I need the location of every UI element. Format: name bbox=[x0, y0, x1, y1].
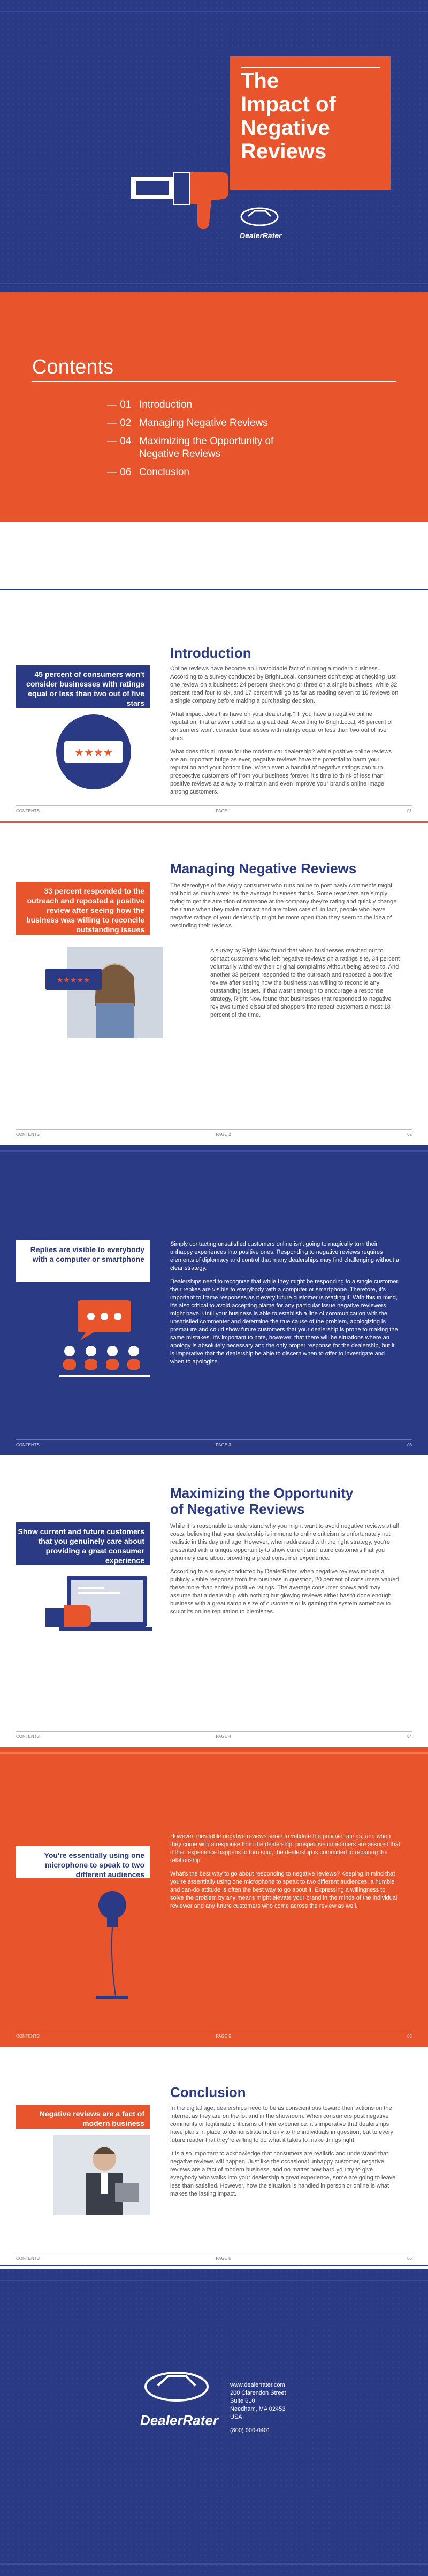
address-line: USA bbox=[230, 2414, 242, 2420]
footer-contents-link[interactable]: CONTENTS bbox=[16, 809, 40, 813]
footer-page: PAGE 5 bbox=[216, 2034, 231, 2039]
cover-stripe bbox=[0, 11, 428, 12]
intro-heading: Introduction bbox=[170, 645, 251, 661]
conclusion-body bbox=[170, 2105, 400, 2204]
managing-paragraph: A survey by Right Now found that when businesses reached out to contact customers who left negative reviews on a ratings site, 34 percent voluntarily withdrew their original complaints without being asked to. And another 33 percent responded to the outreach and reposted a positive review after seeing how the business was willing to reconcile any outstanding issues. If that wasn't enough to encourage a response strategy, Right Now found that businesses that responded to negative reviews turned dissatisfied shoppers into repeat customers almost 18 percent of the time. bbox=[210, 948, 400, 1018]
title-rule bbox=[241, 67, 380, 68]
contents-rule bbox=[32, 381, 396, 382]
managing-body-1 bbox=[170, 882, 400, 935]
toc-label: Conclusion bbox=[139, 467, 189, 478]
replies-body bbox=[170, 1240, 400, 1371]
intro-callout: 45 percent of consumers won't consider businesses with ratings equal or less than two out of five stars bbox=[16, 665, 150, 708]
toc-item-managing[interactable] bbox=[107, 417, 385, 430]
footer-page: PAGE 1 bbox=[216, 809, 231, 813]
cover-page bbox=[0, 0, 428, 292]
intro-paragraph: What impact does this have on your dealership? If you have a negative online reputation, that answer could be: a great deal. According to BrightLocal, 45 percent of consumers won't consider businesses with ratings equal or less than two out of five stars. bbox=[170, 711, 393, 742]
microphone-callout: You're essentially using one microphone to speak to two different audiences bbox=[16, 1846, 150, 1878]
conclusion-bottom-rule bbox=[0, 2265, 428, 2266]
star-rating-icon bbox=[51, 712, 136, 792]
svg-text:★★★★: ★★★★ bbox=[74, 746, 113, 759]
managing-heading: Managing Negative Reviews bbox=[170, 860, 357, 877]
microphone-paragraph: What's the best way to go about responding to negative reviews? Keeping in mind that you're essentially using one microphone to speak to two different audiences, a humble and can-do attitude is often the best way to go about it. Expressing a willingness to solve the problem by any means might elevate your brand in the minds of the individual reviewer and any future customers who come across the review as well. bbox=[170, 1871, 398, 1909]
title-line-1: The bbox=[241, 69, 279, 93]
footer-number: 04 bbox=[407, 1734, 412, 1739]
footer-contents-link[interactable]: CONTENTS bbox=[16, 2256, 40, 2261]
website-link[interactable]: www.dealerrater.com bbox=[230, 2382, 285, 2388]
page-footer bbox=[16, 2031, 412, 2039]
intro-top-rule bbox=[0, 589, 428, 590]
maximizing-heading bbox=[170, 1485, 353, 1517]
footer-number: 03 bbox=[407, 1443, 412, 1447]
page-footer bbox=[16, 2253, 412, 2261]
laptop-thumbs-up-icon bbox=[45, 1571, 152, 1645]
page-footer bbox=[16, 1731, 412, 1739]
back-stripe bbox=[0, 2280, 428, 2281]
back-stripe-bottom bbox=[0, 2563, 428, 2565]
footer-contents-link[interactable]: CONTENTS bbox=[16, 1734, 40, 1739]
toc-item-maximizing[interactable] bbox=[107, 435, 385, 461]
toc-item-introduction[interactable] bbox=[107, 399, 385, 411]
businessman-photo bbox=[54, 2135, 150, 2215]
maximizing-paragraph: While it is reasonable to understand why you might want to avoid negative reviews at all costs, believing that your dealership is immune to online criticism is unfortunately not realistic in this day and age. However, when addressed with the right strategy, you're presented with a unique opportunity to show current and future customers that you genuinely care about providing a great consumer experience. bbox=[170, 1523, 399, 1561]
maximizing-paragraph: According to a survey conducted by DealerRater, when negative reviews include a publicly visible response from the business in question, 20 percent of consumers valued these more than entirely positive ratings. The average consumer knows and may assume that a dealership with nothing but glowing reviews either hasn't done enough business with a great sample size of customers or is gaming the system somehow to sculpt its online reputation to blemishes. bbox=[170, 1568, 399, 1615]
page-footer bbox=[16, 1439, 412, 1447]
replies-callout: Replies are visible to everybody with a computer or smartphone bbox=[16, 1240, 150, 1282]
toc-number: — 04 bbox=[107, 436, 132, 447]
back-logo-text: DealerRater bbox=[140, 2412, 218, 2428]
conclusion-heading: Conclusion bbox=[170, 2084, 246, 2100]
maximizing-body bbox=[170, 1522, 400, 1621]
footer-number: 01 bbox=[407, 809, 412, 813]
intro-body bbox=[170, 665, 400, 802]
conclusion-paragraph: It is also important to acknowledge that consumers are realistic and understand that negative reviews will happen. Just like the occasional unhappy customer, negative reviews are a fact of modern business, and no matter how hard you try to give everybody who walks into your dealership a great experience, some are going to leave less than satisfied. However, how the situation is handled in person or online is what makes the lasting impact. bbox=[170, 2151, 396, 2197]
replies-paragraph: Dealerships need to recognize that while they might be responding to a single customer, their replies are visible to everybody with a computer or smartphone. Therefore, it's important to frame responses as if every future customer is reading it. With this in mind, it's also critical to avoid accepting blame for any particular issue negative reviewers might have. Until your business is able to establish a line of communication with the unsatisfied commenter and determine the true cause of the problem, apologizing is premature and could show future customers that your dealership is prone to making the same mistakes. It's important to note, however, that there will be situations where an apology is absolutely necessary and the only proper response for the dealership, but it is imperative that the dealership be able to discern when to offer to investigate and when to apologize. bbox=[170, 1278, 400, 1365]
conclusion-callout: Negative reviews are a fact of modern business bbox=[16, 2105, 150, 2129]
conclusion-paragraph: In the digital age, dealerships need to be as conscientious toward their actions on the Internet as they are on the lot and in the showroom. When consumers post negative comments or legitimate criticisms of their experience, it's imperative that dealerships have plans in place to demonstrate not only to the individuals in question, but to every future reader that they're willing to do what it takes to make things right. bbox=[170, 2105, 394, 2144]
footer-page: PAGE 6 bbox=[216, 2256, 231, 2261]
table-of-contents bbox=[107, 399, 385, 484]
toc-label: Maximizing the Opportunity of Negative Reviews bbox=[139, 436, 274, 460]
dealerrater-logo-icon bbox=[136, 2365, 217, 2413]
thumbs-down-icon bbox=[131, 161, 238, 257]
microphone-body bbox=[170, 1833, 400, 1916]
maximizing-callout: Show current and future customers that you genuinely care about providing a great consumer experience bbox=[16, 1522, 150, 1565]
footer-contents-link[interactable]: CONTENTS bbox=[16, 1132, 40, 1137]
micro-stripe bbox=[0, 1752, 428, 1754]
footer-number: 06 bbox=[407, 2256, 412, 2261]
cover-title-card bbox=[230, 56, 391, 190]
toc-item-conclusion[interactable] bbox=[107, 466, 385, 479]
cover-bottom-stripe bbox=[0, 283, 428, 284]
toc-label: Introduction bbox=[139, 399, 193, 410]
intro-paragraph: What does this all mean for the modern car dealership? While positive online reviews are an important bulge as ever, negative reviews have the potential to harm your reputation and your bottom line. When even a handful of negative ratings can turn prospective customers off from your business forever, it's time to think of less than positive reviews as a way to maintain and even improve your brand's online image among customers. bbox=[170, 749, 392, 795]
people-network-icon bbox=[59, 1290, 150, 1386]
address-line: Suite 610 bbox=[230, 2398, 255, 2404]
title-line-3: Negative bbox=[241, 116, 330, 140]
address-line: 200 Clarendon Street bbox=[230, 2390, 286, 2396]
footer-contents-link[interactable]: CONTENTS bbox=[16, 1443, 40, 1447]
address-line: Needham, MA 02453 bbox=[230, 2406, 286, 2412]
heading-line: Maximizing the Opportunity bbox=[170, 1485, 354, 1501]
toc-number: — 06 bbox=[107, 467, 132, 478]
managing-callout: 33 percent responded to the outreach and reposted a positive review after seeing how the business was willing to reconcile outstanding issues bbox=[16, 882, 150, 935]
title-line-2: Impact of bbox=[241, 93, 336, 116]
footer-number: 02 bbox=[407, 1132, 412, 1137]
replies-stripe bbox=[0, 1150, 428, 1152]
cover-title bbox=[230, 56, 391, 176]
woman-with-phone-photo bbox=[45, 947, 169, 1038]
managing-body-2 bbox=[170, 947, 400, 1025]
footer-contents-link[interactable]: CONTENTS bbox=[16, 2034, 40, 2039]
toc-number: — 01 bbox=[107, 399, 132, 410]
title-line-4: Reviews bbox=[241, 140, 327, 163]
footer-page: PAGE 2 bbox=[216, 1132, 231, 1137]
phone-number[interactable]: (800) 000-0401 bbox=[230, 2427, 271, 2434]
page-footer bbox=[16, 1129, 412, 1137]
page-footer bbox=[16, 805, 412, 813]
contents-title: Contents bbox=[32, 356, 114, 378]
managing-paragraph: The stereotype of the angry consumer who runs online to post nasty comments might not hold as much water as the average business thinks. Some reviewers are simply trying to get the attention of someone at the company they're rating and quickly change their tune when they make contact and are taken care of. In fact, people who leave negative ratings of your dealership might be more open than they seem to the idea of rescinding their reviews. bbox=[170, 882, 397, 929]
toc-label: Managing Negative Reviews bbox=[139, 417, 268, 429]
replies-paragraph: Simply contacting unsatisfied customers online isn't going to magically turn their unhappy experiences into positive ones. Responding to negative reviews requires elements of diplomacy and control that many dealerships may find challenging without a clear strategy. bbox=[170, 1241, 400, 1271]
heading-line: of Negative Reviews bbox=[170, 1501, 305, 1517]
contact-info bbox=[230, 2381, 286, 2435]
microphone-icon bbox=[86, 1889, 139, 2007]
footer-page: PAGE 3 bbox=[216, 1443, 231, 1447]
intro-paragraph: Online reviews have become an unavoidable fact of running a modern business. According to a survey conducted by BrightLocal, consumers don't stop at checking just one review on a business: 24 percent check two or three on a single business, while 32 percent read four to six, and 17 percent will go as far as reading seven to 10 reviews on a single company before making a purchasing decision. bbox=[170, 666, 399, 704]
svg-text:★★★★★: ★★★★★ bbox=[56, 976, 90, 985]
footer-number: 05 bbox=[407, 2034, 412, 2039]
microphone-paragraph: However, inevitable negative reviews serve to validate the positive ratings, and when they come with a response from the dealership, prospective consumers are assured that if their experience happens to turn sour, the dealership is committed to repairing the relationship. bbox=[170, 1833, 400, 1864]
toc-number: — 02 bbox=[107, 417, 132, 429]
footer-page: PAGE 4 bbox=[216, 1734, 231, 1739]
cover-logo-text: DealerRater bbox=[240, 231, 282, 240]
